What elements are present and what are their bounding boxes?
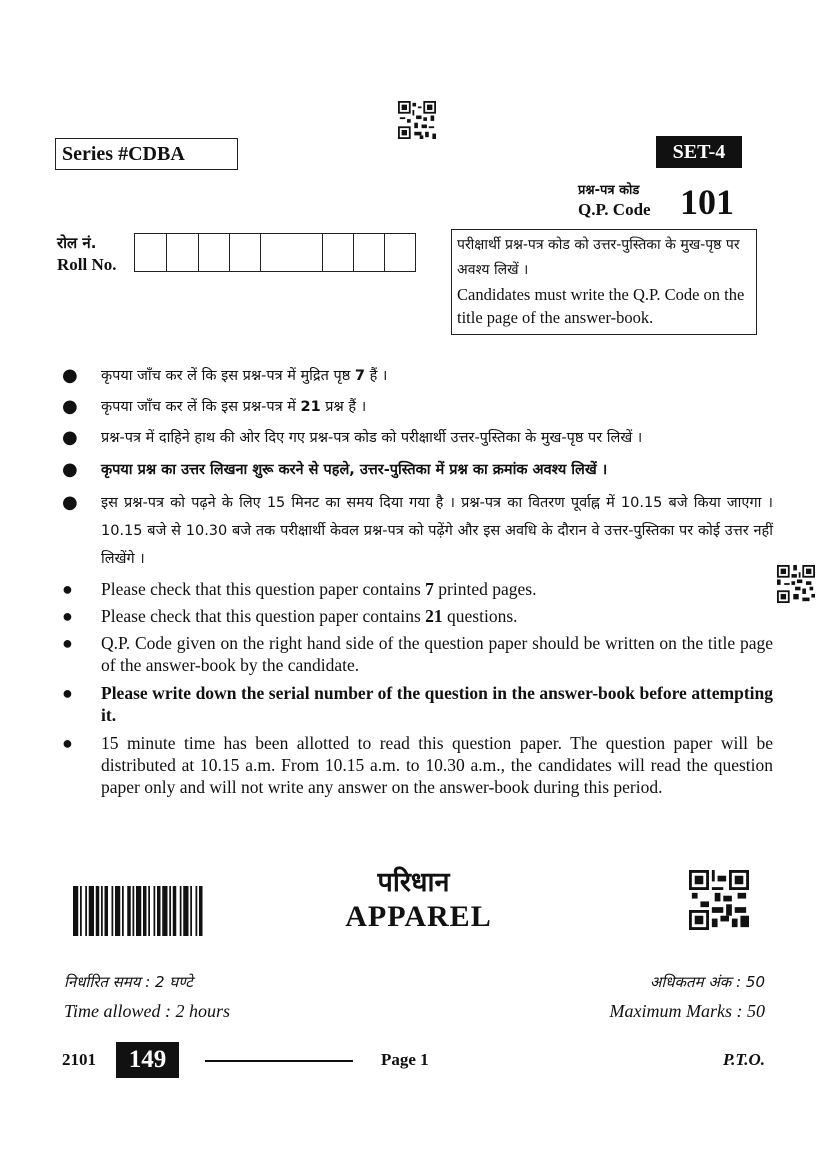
- roll-cell[interactable]: [134, 233, 166, 271]
- instruction-item: ● Q.P. Code given on the right hand side of the question paper should be written on the title page of the answer-book by the candidate.: [62, 633, 773, 675]
- qp-code-label: Q.P. Code: [578, 200, 651, 219]
- qr-code-icon: [777, 565, 815, 603]
- footer-code: 2101: [62, 1050, 96, 1069]
- roll-cell[interactable]: [166, 233, 198, 271]
- qp-code-number: 101: [680, 182, 734, 222]
- roll-cell[interactable]: [229, 233, 260, 271]
- top-qr-code: [398, 101, 436, 139]
- bullet-icon: ●: [62, 365, 78, 386]
- side-qr-code: [777, 565, 815, 603]
- roll-cell[interactable]: [260, 233, 322, 271]
- roll-number-grid[interactable]: [134, 233, 416, 272]
- instruction-item: ● कृपया प्रश्न का उत्तर लिखना शुरू करने से पहले, उत्तर-पुस्तिका में प्रश्न का क्रमांक अवश्य लिखें ।: [62, 456, 773, 484]
- instruction-item: ● इस प्रश्न-पत्र को पढ़ने के लिए 15 मिनट का समय दिया गया है । प्रश्न-पत्र का वितरण पूर्वाह्न में 10.15 बजे किया जाएगा । 10.15 बजे से 10.30 बजे तक परीक्षार्थी केवल प्रश्न-पत्र को पढ़ेंगे और इस अवधि के दौरान वे उत्तर-पुस्तिका पर कोई उत्तर नहीं लिखेंगे ।: [62, 489, 773, 573]
- subject-title-hindi: परिधान: [377, 867, 450, 898]
- roll-label-hindi: रोल नं.: [57, 234, 97, 252]
- page-number: Page 1: [381, 1050, 429, 1069]
- instruction-item: ● 15 minute time has been allotted to read this question paper. The question paper will be distributed at 10.15 a.m. From 10.15 a.m. to 10.30 a.m., the candidates will read the question paper only and will not write any answer on the answer-book during this period.: [62, 733, 773, 797]
- maximum-marks: Maximum Marks : 50: [609, 1001, 765, 1021]
- notice-english: Candidates must write the Q.P. Code on the title page of the answer-book.: [457, 285, 745, 327]
- instruction-item: ● प्रश्न-पत्र में दाहिने हाथ की ओर दिए गए प्रश्न-पत्र कोड को परीक्षार्थी उत्तर-पुस्तिका के मुख-पृष्ठ पर लिखें ।: [62, 424, 773, 452]
- bullet-icon: ●: [62, 633, 73, 653]
- qr-code-icon: [398, 101, 436, 139]
- bullet-icon: ●: [62, 683, 73, 703]
- qp-code-label-hindi: प्रश्न-पत्र कोड: [578, 183, 640, 198]
- instruction-item: ● कृपया जाँच कर लें कि इस प्रश्न-पत्र में मुद्रित पृष्ठ 7 हैं ।: [62, 362, 773, 390]
- set-badge: SET-4: [656, 136, 742, 168]
- maximum-marks-hindi: अधिकतम अंक : 50: [649, 973, 765, 991]
- roll-cell[interactable]: [353, 233, 384, 271]
- bullet-icon: ●: [62, 606, 73, 626]
- bullet-icon: ●: [62, 733, 73, 753]
- roll-cell[interactable]: [198, 233, 229, 271]
- roll-cell[interactable]: [384, 233, 416, 271]
- instruction-item: ● कृपया जाँच कर लें कि इस प्रश्न-पत्र में 21 प्रश्न हैं ।: [62, 393, 773, 421]
- series-label: Series #CDBA: [55, 138, 238, 170]
- notice-box: [451, 229, 757, 335]
- qr-code-icon: [689, 870, 749, 930]
- roll-cell[interactable]: [322, 233, 353, 271]
- bullet-icon: ●: [62, 459, 78, 480]
- time-allowed-hindi: निर्धारित समय : 2 घण्टे: [64, 973, 193, 991]
- subject-title: APPAREL: [345, 900, 492, 933]
- instruction-item: ● Please check that this question paper contains 7 printed pages.: [62, 579, 537, 599]
- bullet-icon: ●: [62, 579, 73, 599]
- bullet-icon: ●: [62, 396, 78, 417]
- pto-label: P.T.O.: [722, 1050, 765, 1069]
- instruction-item: ● Please write down the serial number of the question in the answer-book before attempting it.: [62, 683, 773, 725]
- footer-box: 149: [116, 1042, 179, 1078]
- notice-hindi: परीक्षार्थी प्रश्न-पत्र कोड को उत्तर-पुस्तिका के मुख-पृष्ठ पर अवश्य लिखें ।: [457, 237, 740, 278]
- instruction-item: ● Please check that this question paper contains 21 questions.: [62, 606, 518, 626]
- bottom-qr-code: [689, 870, 749, 930]
- footer-divider: [205, 1060, 353, 1062]
- bullet-icon: ●: [62, 492, 78, 513]
- roll-label: Roll No.: [57, 255, 117, 274]
- bullet-icon: ●: [62, 427, 78, 448]
- time-allowed: Time allowed : 2 hours: [64, 1001, 231, 1021]
